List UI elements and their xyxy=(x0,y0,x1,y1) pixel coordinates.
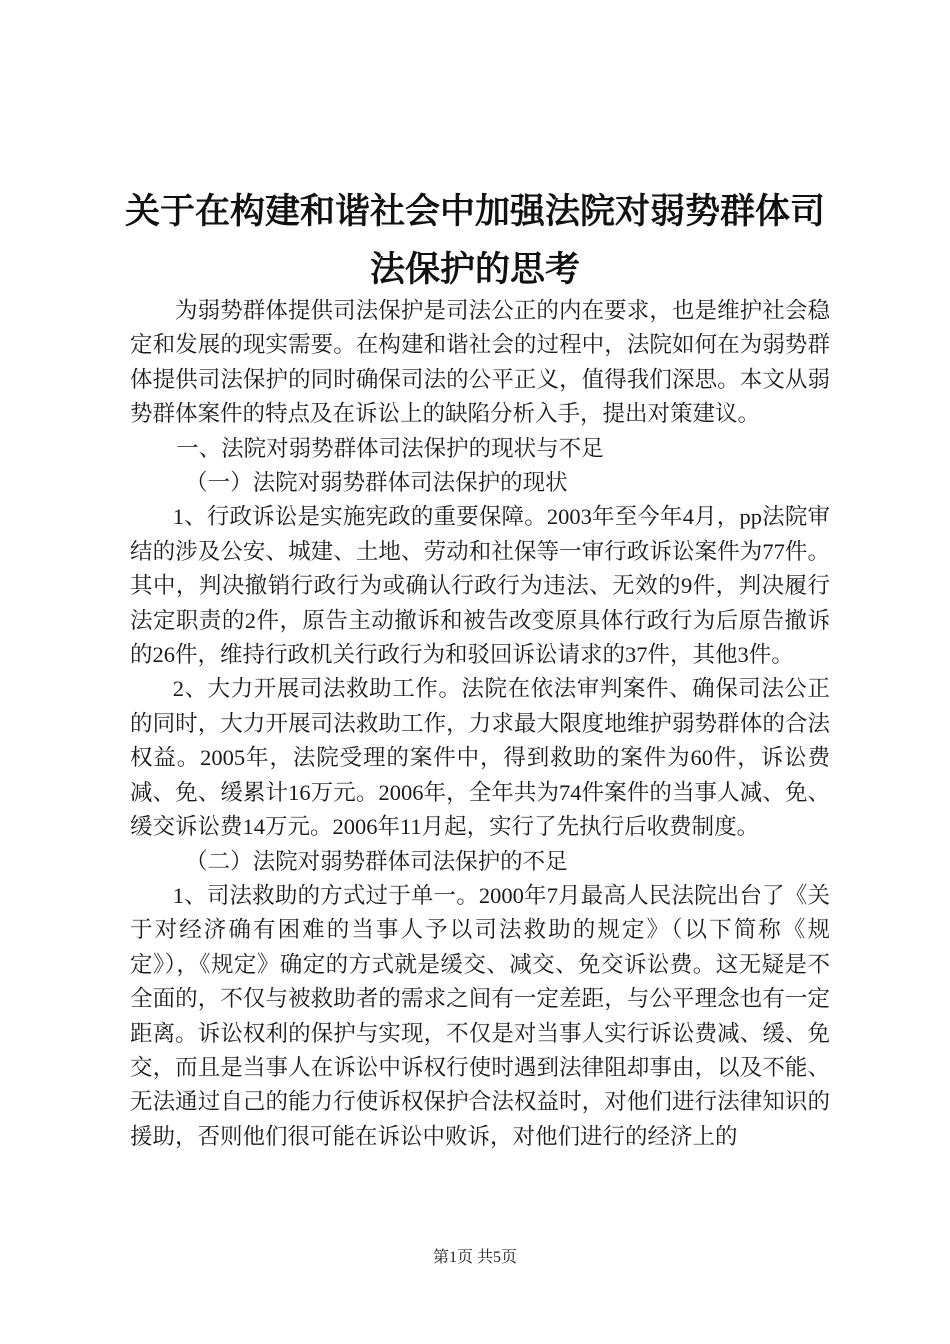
intro-paragraph: 为弱势群体提供司法保护是司法公正的内在要求，也是维护社会稳定和发展的现实需要。在构建和谐社会的过程中，法院如何在为弱势群体提供司法保护的同时确保司法的公平正义，值得我们深思。本文从弱势群体案件的特点及在诉讼上的缺陷分析入手，提出对策建议。 xyxy=(130,298,830,427)
document-title-line2: 法保护的思考 xyxy=(369,249,580,290)
paragraph-judicial-aid: 2、大力开展司法救助工作。法院在依法审判案件、确保司法公正的同时，大力开展司法救助工作，力求最大限度地维护弱势群体的合法权益。2005年，法院受理的案件中，得到救助的案件为60件，诉讼费减、免、缓累计16万元。2006年，全年共为74件案件的当事人减、免、缓交诉讼费14万元。2006年11月起，实行了先执行后收费制度。 xyxy=(130,676,830,840)
paragraph-administrative-litigation: 1、行政诉讼是实施宪政的重要保障。2003年至今年4月，pp法院审结的涉及公安、城建、土地、劳动和社保等一审行政诉讼案件为77件。其中，判决撤销行政行为或确认行政行为违法、无效的9件，判决履行法定职责的2件，原告主动撤诉和被告改变原具体行政行为后原告撤诉的26件，维持行政机关行政行为和驳回诉讼请求的37件，其他3件。 xyxy=(130,504,830,668)
paragraph-aid-method: 1、司法救助的方式过于单一。2000年7月最高人民法院出台了《关于对经济确有困难的当事人予以司法救助的规定》（以下简称《规定》），《规定》确定的方式就是缓交、减交、免交诉讼费。这无疑是不全面的，不仅与被救助者的需求之间有一定差距，与公平理念也有一定距离。诉讼权利的保护与实现，不仅是对当事人实行诉讼费减、缓、免交，而且是当事人在诉讼中诉权行使时遇到法律阻却事由，以及不能、无法通过自己的能力行使诉权保护合法权益时，对他们进行法律知识的援助，否则他们很可能在诉讼中败诉，对他们进行的经济上的 xyxy=(130,882,830,1149)
document-title-line1: 关于在构建和谐社会中加强法院对弱势群体司 xyxy=(124,191,825,232)
subsection-heading-2: （二）法院对弱势群体司法保护的不足 xyxy=(185,848,568,874)
page-number-footer: 第1页 共5页 xyxy=(432,1249,517,1266)
document-body xyxy=(130,294,830,1154)
section-heading-1: 一、法院对弱势群体司法保护的现状与不足 xyxy=(176,435,604,461)
subsection-heading-1: （一）法院对弱势群体司法保护的现状 xyxy=(185,470,568,496)
